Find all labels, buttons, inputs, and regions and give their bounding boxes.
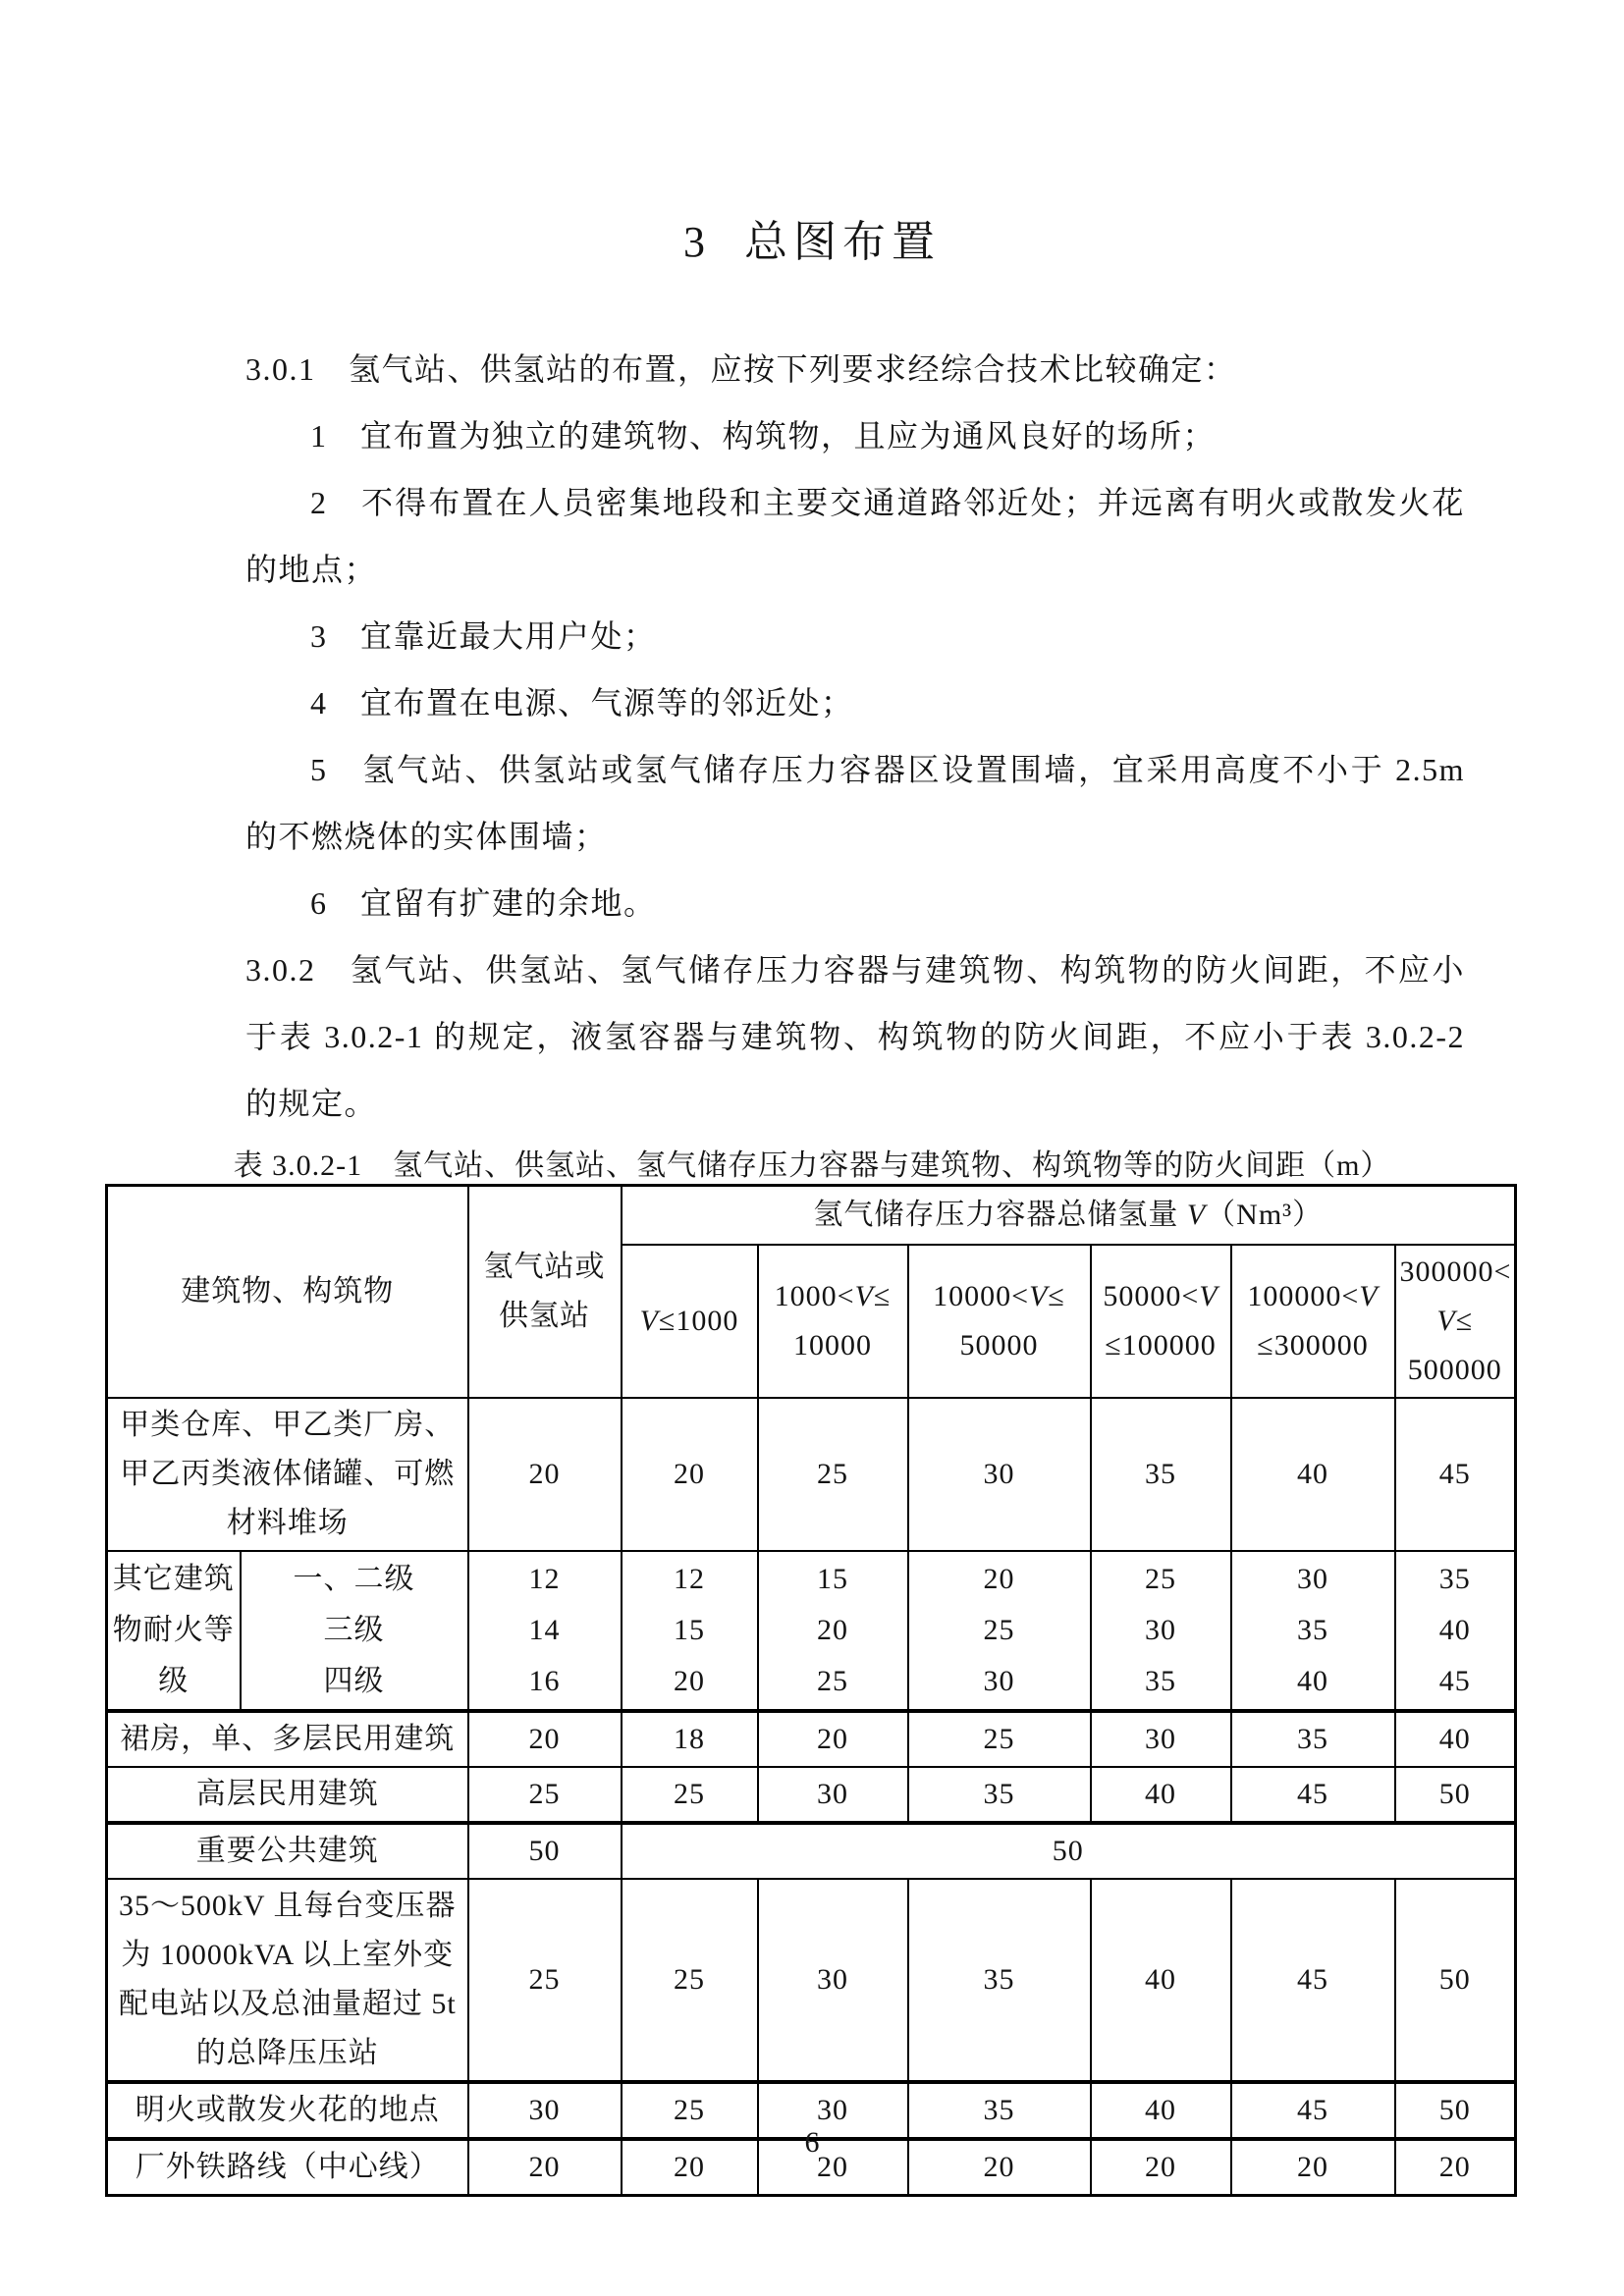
header-storage-volume: 氢气储存压力容器总储氢量 V（Nm³） — [622, 1186, 1516, 1245]
row-label: 明火或散发火花的地点 — [107, 2082, 468, 2139]
value-cell: 20 — [1231, 2139, 1395, 2196]
value-cell: 50 — [1395, 2082, 1516, 2139]
row-label: 其它建筑 物耐火等 级 — [107, 1551, 241, 1711]
row-label: 裙房，单、多层民用建筑 — [107, 1711, 468, 1767]
table-wrap — [105, 1184, 1517, 2197]
header-range-3: 50000<V ≤100000 — [1091, 1245, 1231, 1398]
row-label: 高层民用建筑 — [107, 1767, 468, 1823]
value-cell: 45 — [1231, 1879, 1395, 2082]
value-cell: 50 — [1395, 1767, 1516, 1823]
clause-item-1: 1 宜布置为独立的建筑物、构筑物，且应为通风良好的场所； — [310, 418, 1217, 454]
header-range-4: 100000<V ≤300000 — [1231, 1245, 1395, 1398]
value-cell: 50 — [1395, 1879, 1516, 2082]
value-cell: 35 — [908, 1767, 1091, 1823]
row-label: 甲类仓库、甲乙类厂房、甲乙丙类液体储罐、可燃材料堆场 — [107, 1398, 468, 1551]
value-cell: 20 — [758, 2139, 908, 2196]
value-cell: 20 — [622, 2139, 758, 2196]
header-range-5: 300000< V≤ 500000 — [1395, 1245, 1516, 1398]
clause-3-0-1: 3.0.1 氢气站、供氢站的布置，应按下列要求经综合技术比较确定： — [245, 351, 1237, 387]
value-cell: 35 — [1091, 1398, 1231, 1551]
value-cell: 30 35 40 — [1231, 1551, 1395, 1711]
value-cell: 18 — [622, 1711, 758, 1767]
value-cell: 20 — [1395, 2139, 1516, 2196]
value-cell: 25 — [622, 2082, 758, 2139]
value-cell: 45 — [1231, 1767, 1395, 1823]
value-cell: 40 — [1091, 1767, 1231, 1823]
value-cell: 20 — [622, 1398, 758, 1551]
value-cell: 35 40 45 — [1395, 1551, 1516, 1711]
value-cell: 30 — [468, 2082, 622, 2139]
value-cell: 45 — [1395, 1398, 1516, 1551]
header-buildings: 建筑物、构筑物 — [107, 1186, 468, 1398]
table-caption: 表 3.0.2-1 氢气站、供氢站、氢气储存压力容器与建筑物、构筑物等的防火间距（m） — [233, 1149, 1391, 1182]
value-cell: 25 — [622, 1767, 758, 1823]
value-cell: 30 — [1091, 1711, 1231, 1767]
value-cell: 20 — [758, 1711, 908, 1767]
header-range-0: V≤1000 — [622, 1245, 758, 1398]
row-label: 重要公共建筑 — [107, 1823, 468, 1879]
value-cell: 20 — [908, 2139, 1091, 2196]
value-cell: 25 — [622, 1879, 758, 2082]
value-cell: 35 — [908, 1879, 1091, 2082]
value-cell: 30 — [758, 1879, 908, 2082]
value-cell: 20 25 30 — [908, 1551, 1091, 1711]
value-cell: 40 — [1091, 1879, 1231, 2082]
clause-item-3: 3 宜靠近最大用户处； — [310, 618, 657, 654]
value-cell: 30 — [758, 1767, 908, 1823]
row-label: 35～500kV 且每台变压器为 10000kVA 以上室外变配电站以及总油量超过 5t 的总降压压站 — [107, 1879, 468, 2082]
header-station: 氢气站或 供氢站 — [468, 1186, 622, 1398]
clause-item-6: 6 宜留有扩建的余地。 — [310, 885, 657, 921]
value-cell: 40 — [1231, 1398, 1395, 1551]
clause-item-4: 4 宜布置在电源、气源等的邻近处； — [310, 685, 854, 721]
value-cell: 25 30 35 — [1091, 1551, 1231, 1711]
value-cell: 20 — [468, 1398, 622, 1551]
value-cell: 35 — [1231, 1711, 1395, 1767]
value-cell: 25 — [908, 1711, 1091, 1767]
value-cell: 25 — [758, 1398, 908, 1551]
distance-table-body — [107, 1186, 1516, 2196]
clause-item-2: 2 不得布置在人员密集地段和主要交通道路邻近处；并远离有明火或散发火花的地点； — [245, 485, 1465, 587]
distance-table — [105, 1184, 1517, 2197]
value-cell: 40 — [1395, 1711, 1516, 1767]
body-text — [245, 336, 1475, 1137]
value-cell: 25 — [468, 1767, 622, 1823]
page-title: 3 总图布置 — [683, 218, 941, 266]
row-label: 厂外铁路线（中心线） — [107, 2139, 468, 2196]
page-number: 6 — [804, 2126, 820, 2159]
value-cell: 35 — [908, 2082, 1091, 2139]
value-cell: 45 — [1231, 2082, 1395, 2139]
value-cell: 12 15 20 — [622, 1551, 758, 1711]
row-sub-label: 一、二级 三级 四级 — [241, 1551, 468, 1711]
value-cell: 25 — [468, 1879, 622, 2082]
value-cell-merged: 50 — [622, 1823, 1516, 1879]
value-cell: 40 — [1091, 2082, 1231, 2139]
value-cell: 15 20 25 — [758, 1551, 908, 1711]
value-cell: 12 14 16 — [468, 1551, 622, 1711]
clause-3-0-2: 3.0.2 氢气站、供氢站、氢气储存压力容器与建筑物、构筑物的防火间距，不应小于表 3.0.2-1 的规定，液氢容器与建筑物、构筑物的防火间距，不应小于表 3.0.2-2 的规定。 — [245, 952, 1475, 1121]
value-cell: 30 — [758, 2082, 908, 2139]
header-range-2: 10000<V≤ 50000 — [908, 1245, 1091, 1398]
value-cell: 20 — [468, 1711, 622, 1767]
value-cell: 20 — [1091, 2139, 1231, 2196]
value-cell: 30 — [908, 1398, 1091, 1551]
clause-item-5: 5 氢气站、供氢站或氢气储存压力容器区设置围墙，宜采用高度不小于 2.5m 的不燃烧体的实体围墙； — [245, 752, 1475, 854]
value-cell: 20 — [468, 2139, 622, 2196]
value-cell: 50 — [468, 1823, 622, 1879]
header-range-1: 1000<V≤ 10000 — [758, 1245, 908, 1398]
